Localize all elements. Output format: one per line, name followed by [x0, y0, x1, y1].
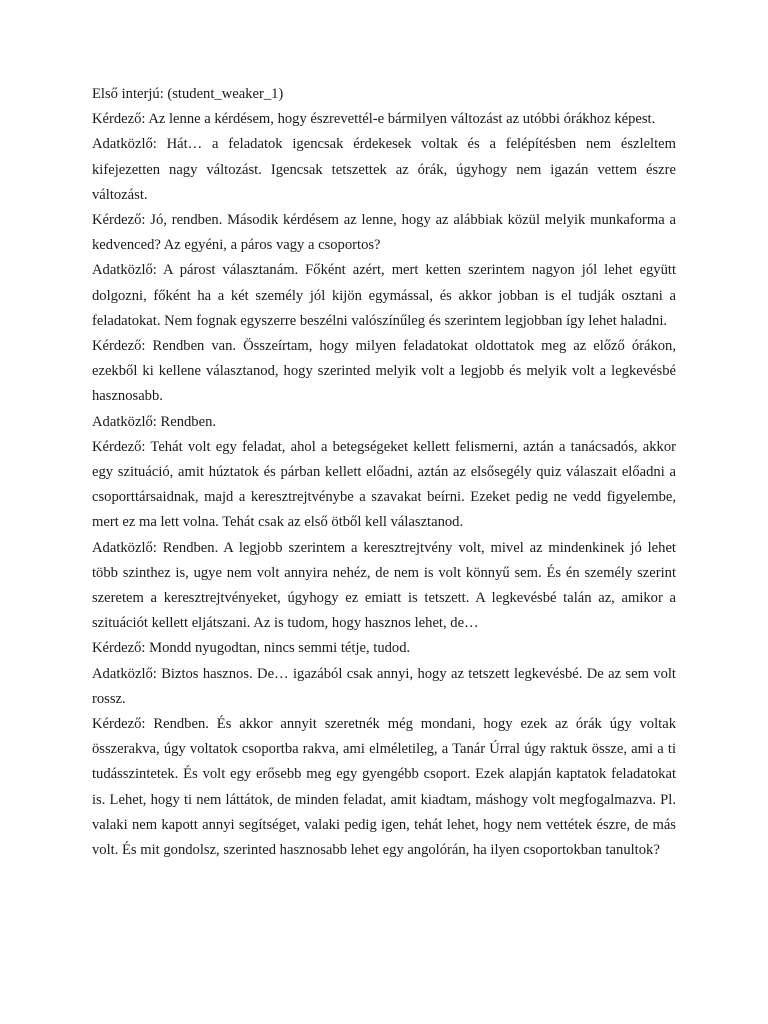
paragraph-interviewer-5: Kérdező: Mondd nyugodtan, nincs semmi tétje, tudod. [92, 640, 411, 657]
paragraph-interviewer-6: Kérdező: Rendben. És akkor annyit szeretnék még mondani, hogy ezek az órák úgy voltak összerakva, úgy voltatok csoportba rakva, ami elméletileg, a Tanár Úrral úgy raktuk össze, ami a ti tudásszintetek. És volt egy erősebb meg egy gyengébb csoport. Ezek alapján kaptatok feladatokat is. Lehet, hogy ti nem láttátok, de minden feladat, amit kiadtam, máshogy volt megfogalmazva. Pl. valaki nem kapott annyi segítséget, valaki pedig igen, tehát lehet, hogy nem vettétek észre, de más volt. És mit gondolsz, szerinted hasznosabb lehet egy angolórán, ha ilyen csoportokban tanultok? [92, 716, 676, 859]
paragraph-respondent-2: Adatközlő: A párost választanám. Főként azért, mert ketten szerintem nagyon jól lehet együtt dolgozni, főként ha a két személy jól kijön egymással, és akkor jobban is el tudják osztani a feladatokat. Nem fognak egyszerre beszélni valószínűleg és szerintem legjobban így lehet haladni. [92, 262, 676, 329]
paragraph-interviewer-3: Kérdező: Rendben van. Összeírtam, hogy milyen feladatokat oldottatok meg az előző órákon, ezekből ki kellene választanod, hogy szerinted melyik volt a legjobb és melyik volt a legkevésbé hasznosabb. [92, 338, 676, 405]
paragraph-respondent-1: Adatközlő: Hát… a feladatok igencsak érdekesek voltak és a felépítésben nem észleltem kifejezetten nagy változást. Igencsak tetszettek az órák, úgyhogy nem igazán vettem észre változást. [92, 136, 676, 203]
document-page [92, 82, 676, 863]
paragraph-respondent-3: Adatközlő: Rendben. [92, 413, 217, 430]
paragraph-interviewer-4: Kérdező: Tehát volt egy feladat, ahol a betegségeket kellett felismerni, aztán a tanácsadós, akkor egy szituáció, amit húztatok és párban kellett előadni, aztán az elsősegély quiz válaszait előadni a csoporttársaidnak, majd a keresztrejtvénybe a szavakat beírni. Ezeket pedig ne vedd figyelembe, mert ez ma lett volna. Tehát csak az első ötből kell választanod. [92, 438, 676, 531]
document-title: Első interjú: (student_weaker_1) [92, 86, 284, 102]
paragraph-respondent-4: Adatközlő: Rendben. A legjobb szerintem a keresztrejtvény volt, mivel az mindenkinek jó lehet több szinthez is, ugye nem volt annyira nehéz, de nem is volt könnyű sem. És én személy szerint szeretem a keresztrejtvényeket, úgyhogy ez emiatt is tetszett. A legkevésbé talán az, amikor a szituációt kellett eljátszani. Az is tudom, hogy hasznos lehet, de… [92, 539, 676, 632]
paragraph-respondent-5: Adatközlő: Biztos hasznos. De… igazából csak annyi, hogy az tetszett legkevésbé. De az sem volt rossz. [92, 665, 676, 707]
paragraph-interviewer-2: Kérdező: Jó, rendben. Második kérdésem az lenne, hogy az alábbiak közül melyik munkaforma a kedvenced? Az egyéni, a páros vagy a csoportos? [92, 212, 676, 254]
paragraph-interviewer-1: Kérdező: Az lenne a kérdésem, hogy észrevettél-e bármilyen változást az utóbbi órákhoz képest. [92, 111, 656, 128]
